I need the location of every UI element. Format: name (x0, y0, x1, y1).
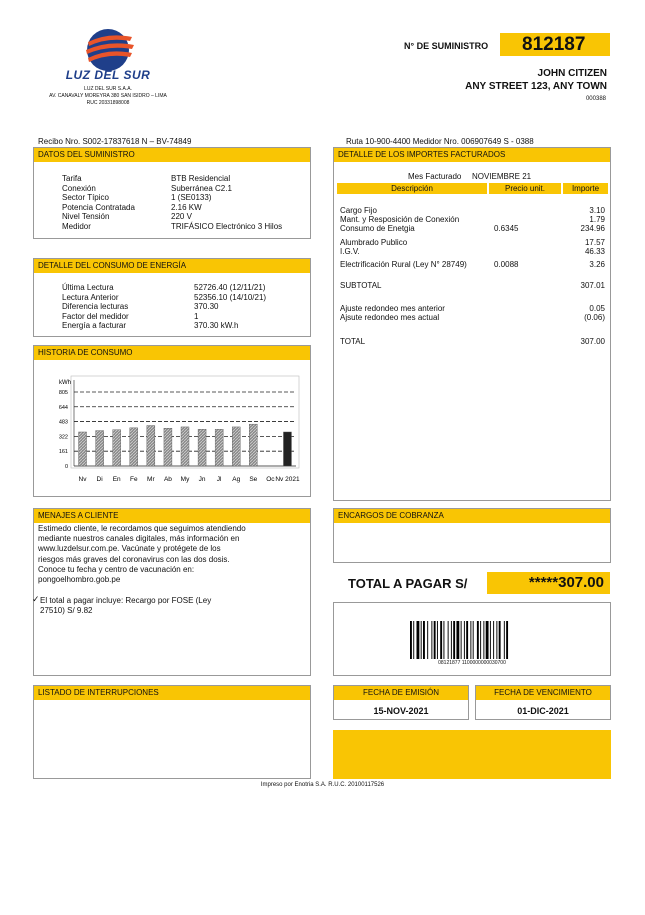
importe-value: 46.33 (584, 247, 605, 256)
barcode-bar (461, 621, 462, 659)
datos-value: 1 (SE0133) (171, 193, 212, 203)
datos-value: 2.16 KW (171, 202, 202, 212)
barcode-bar (423, 621, 425, 659)
consumo-label: Lectura Anterior (62, 292, 119, 302)
logo-text: LUZ DEL SUR (65, 68, 151, 82)
consumo-label: Diferencia lecturas (62, 302, 129, 312)
vencimiento-label: FECHA DE VENCIMIENTO (476, 686, 610, 700)
chart-bar (79, 432, 87, 466)
datos-label: Medidor (62, 222, 91, 231)
consumo-value: 1 (194, 311, 199, 321)
barcode-bar (434, 621, 436, 659)
company-ruc: RUC 20331898008 (86, 100, 130, 106)
barcode-image (410, 621, 510, 659)
importe-value: 3.26 (589, 260, 605, 269)
consumption-chart (34, 360, 310, 496)
importe-value: 3.10 (589, 206, 605, 215)
importe-precio: 0.0088 (494, 260, 519, 269)
chart-bar (164, 428, 172, 466)
y-axis-label: kWh (59, 380, 71, 386)
barcode-number: 08121877 1100000000030700 (438, 660, 506, 666)
y-tick-label: 0 (64, 464, 68, 470)
barcode-bar (451, 621, 452, 659)
vencimiento-value: 01-DIC-2021 (517, 706, 569, 716)
x-tick-label: En (112, 476, 121, 483)
datos-label: Sector Típico (62, 193, 109, 203)
datos-suministro-title: DATOS DEL SUMINISTRO (34, 148, 310, 162)
barcode-bar (466, 621, 468, 659)
consumo-panel (33, 258, 311, 337)
mensaje-line: Estimedo cliente, le recordamos que seguimos atendiendo (38, 524, 246, 533)
supply-number-label: N° DE SUMINISTRO (404, 41, 489, 51)
interrupciones-panel (33, 685, 311, 779)
mes-facturado-label: Mes Facturado (408, 172, 462, 181)
importe-desc: Electrificación Rural (Ley N° 28749) (340, 260, 467, 269)
barcode-bar (421, 621, 422, 659)
y-tick-label: 322 (58, 434, 68, 441)
fose-line-1: El total a pagar incluye: Recargo por FOSE (Ley (40, 596, 212, 605)
barcode-bar (480, 621, 481, 659)
chart-bar (147, 426, 155, 466)
datos-label: Conexión (62, 183, 96, 193)
x-tick-label: My (180, 476, 190, 483)
barcode-bar (443, 621, 444, 659)
supply-number: 812187 (500, 33, 610, 56)
mensaje-line: Conoce tu fecha y centro de vacunación en: (38, 564, 195, 574)
mensaje-line: mediante nuestros canales digitales, más información en (38, 534, 240, 544)
barcode-bar (437, 621, 438, 659)
chart-bar (232, 427, 240, 466)
importe-value: 1.79 (589, 215, 605, 224)
consumo-value: 370.30 (194, 302, 219, 312)
consumo-title: DETALLE DEL CONSUMO DE ENERGÍA (34, 259, 310, 273)
y-tick-label: 483 (58, 419, 68, 426)
historia-title: HISTORIA DE CONSUMO (34, 346, 310, 360)
importe-value: 17.57 (584, 238, 605, 247)
x-tick-label: Mr (147, 476, 155, 483)
barcode-bar (470, 621, 471, 659)
vencimiento-panel (475, 685, 611, 720)
company-address: AV. CANAVALY MOREYRA 380 SAN ISIDRO – LIMA (49, 93, 167, 99)
mensaje-line: riesgos más graves del coronavirus con las dos dosis. (38, 554, 230, 564)
importe-desc: Mant. y Resposición de Conexión (340, 215, 460, 224)
consumo-value: 370.30 kW.h (194, 321, 239, 331)
barcode-bar (496, 621, 497, 659)
mes-facturado-value: NOVIEMBRE 21 (472, 172, 532, 181)
chart-bar (181, 427, 189, 466)
bottom-yellow-block (333, 730, 611, 779)
chart-bar (198, 429, 206, 466)
ruta-medidor: Ruta 10-900-4400 Medidor Nro. 006907649 S - 0388 (346, 137, 534, 146)
barcode-bar (417, 621, 420, 659)
x-tick-label: Se (249, 476, 258, 483)
barcode-bar (483, 621, 484, 659)
barcode-bar (427, 621, 428, 659)
barcode-bar (490, 621, 491, 659)
barcode-bar (413, 621, 414, 659)
col-precio: Precio unit. (489, 183, 561, 194)
interrupciones-title: LISTADO DE INTERRUPCIONES (34, 686, 310, 700)
ajuste-anterior-value: 0.05 (589, 304, 605, 313)
importe-desc: I.G.V. (340, 247, 360, 256)
customer-code: 000388 (585, 96, 606, 102)
barcode-bar (453, 621, 455, 659)
importe-value: 234.96 (580, 224, 605, 233)
importe-precio: 0.6345 (494, 224, 519, 233)
consumo-label: Última Lectura (62, 283, 114, 292)
barcode-bar (448, 621, 449, 659)
chart-bar (96, 431, 104, 466)
subtotal-value: 307.01 (580, 281, 605, 290)
datos-label: Nivel Tensión (62, 212, 110, 222)
emision-panel (333, 685, 469, 720)
barcode-bar (477, 621, 479, 659)
mensaje-line: www.luzdelsur.com.pe. Vacúnate y protégete de los (38, 544, 221, 554)
chart-bar (215, 429, 223, 466)
chart-bar (249, 424, 257, 466)
consumo-label: Factor del medidor (62, 311, 129, 321)
barcode-bar (431, 621, 432, 659)
barcode-bar (493, 621, 494, 659)
importe-desc: Consumo de Enetgia (340, 224, 415, 233)
datos-label: Tarifa (62, 174, 82, 183)
barcode-bar (456, 621, 459, 659)
footer-text: Impreso por Enotria S.A. R.U.C. 20100117526 (260, 782, 385, 788)
barcode-bar (499, 621, 501, 659)
barcode-bar (464, 621, 465, 659)
total-value: 307.00 (580, 337, 605, 346)
chart-bar (130, 428, 138, 466)
importe-desc: Cargo Fijo (340, 206, 377, 215)
company-name: LUZ DEL SUR S.A.A. (84, 86, 132, 92)
fose-line-2: 27510) S/ 9.82 (40, 606, 93, 615)
x-tick-label: Ab (163, 476, 172, 483)
x-tick-label: Fe (129, 476, 138, 483)
cobranza-title: ENCARGOS DE COBRANZA (334, 509, 610, 523)
chart-bar (113, 430, 121, 466)
importe-desc: Alumbrado Publico (340, 238, 408, 247)
mensajes-panel (33, 508, 311, 676)
col-descripcion: Descripción (337, 183, 487, 194)
ajuste-anterior-label: Ajuste redondeo mes anterior (340, 304, 445, 313)
barcode-box (333, 602, 611, 676)
consumo-value: 52726.40 (12/11/21) (194, 283, 266, 292)
x-tick-label: Jl (216, 476, 222, 483)
check-icon: ✓ (32, 594, 40, 604)
importes-panel (333, 147, 611, 501)
historia-panel (33, 345, 311, 497)
y-tick-label: 644 (58, 404, 68, 411)
ajuste-actual-label: Ajsute redondeo mes actual (340, 313, 440, 322)
total-pagar-value: *****307.00 (487, 572, 610, 594)
recibo-number: Recibo Nro. S002-17837618 N – BV-74849 (38, 137, 192, 146)
datos-value: BTB Residencial (171, 174, 231, 183)
datos-label: Potencia Contratada (62, 202, 135, 212)
customer-name: JOHN CITIZEN (537, 68, 607, 79)
col-importe: Importe (563, 183, 608, 194)
consumo-label: Energía a facturar (62, 321, 127, 331)
x-tick-label: Nv 2021 (275, 476, 300, 483)
subtotal-label: SUBTOTAL (340, 281, 382, 290)
x-tick-label: Nv (78, 476, 87, 483)
datos-suministro-panel (33, 147, 311, 239)
mensaje-line: pongoelhombro.gob.pe (38, 575, 121, 584)
y-tick-label: 805 (58, 389, 68, 396)
x-tick-label: Di (96, 476, 103, 483)
barcode-bar (473, 621, 474, 659)
importes-title: DETALLE DE LOS IMPORTES FACTURADOS (334, 148, 610, 162)
total-label: TOTAL (340, 337, 366, 346)
datos-value: 220 V (171, 212, 192, 222)
logo-mark-icon (58, 28, 158, 72)
cobranza-panel (333, 508, 611, 563)
x-tick-label: Ag (232, 476, 241, 483)
barcode-bar (486, 621, 489, 659)
chart-bar (283, 432, 291, 466)
barcode-bar (410, 621, 412, 659)
emision-label: FECHA DE EMISIÓN (334, 686, 468, 700)
emision-value: 15-NOV-2021 (373, 706, 429, 716)
barcode-bar (506, 621, 508, 659)
ajuste-actual-value: (0.06) (584, 313, 605, 322)
consumo-value: 52356.10 (14/10/21) (194, 292, 267, 302)
datos-value: TRIFÁSICO Electrónico 3 Hilos (171, 222, 283, 231)
y-tick-label: 161 (58, 449, 68, 456)
customer-address: ANY STREET 123, ANY TOWN (465, 81, 607, 92)
barcode-bar (440, 621, 442, 659)
barcode-bar (504, 621, 505, 659)
x-tick-label: Jn (198, 476, 206, 483)
datos-value: Suberránea C2.1 (171, 183, 232, 193)
total-pagar-label: TOTAL A PAGAR S/ (348, 576, 468, 591)
mensajes-title: MENAJES A CLIENTE (34, 509, 310, 523)
x-tick-label: Oc (266, 476, 275, 483)
